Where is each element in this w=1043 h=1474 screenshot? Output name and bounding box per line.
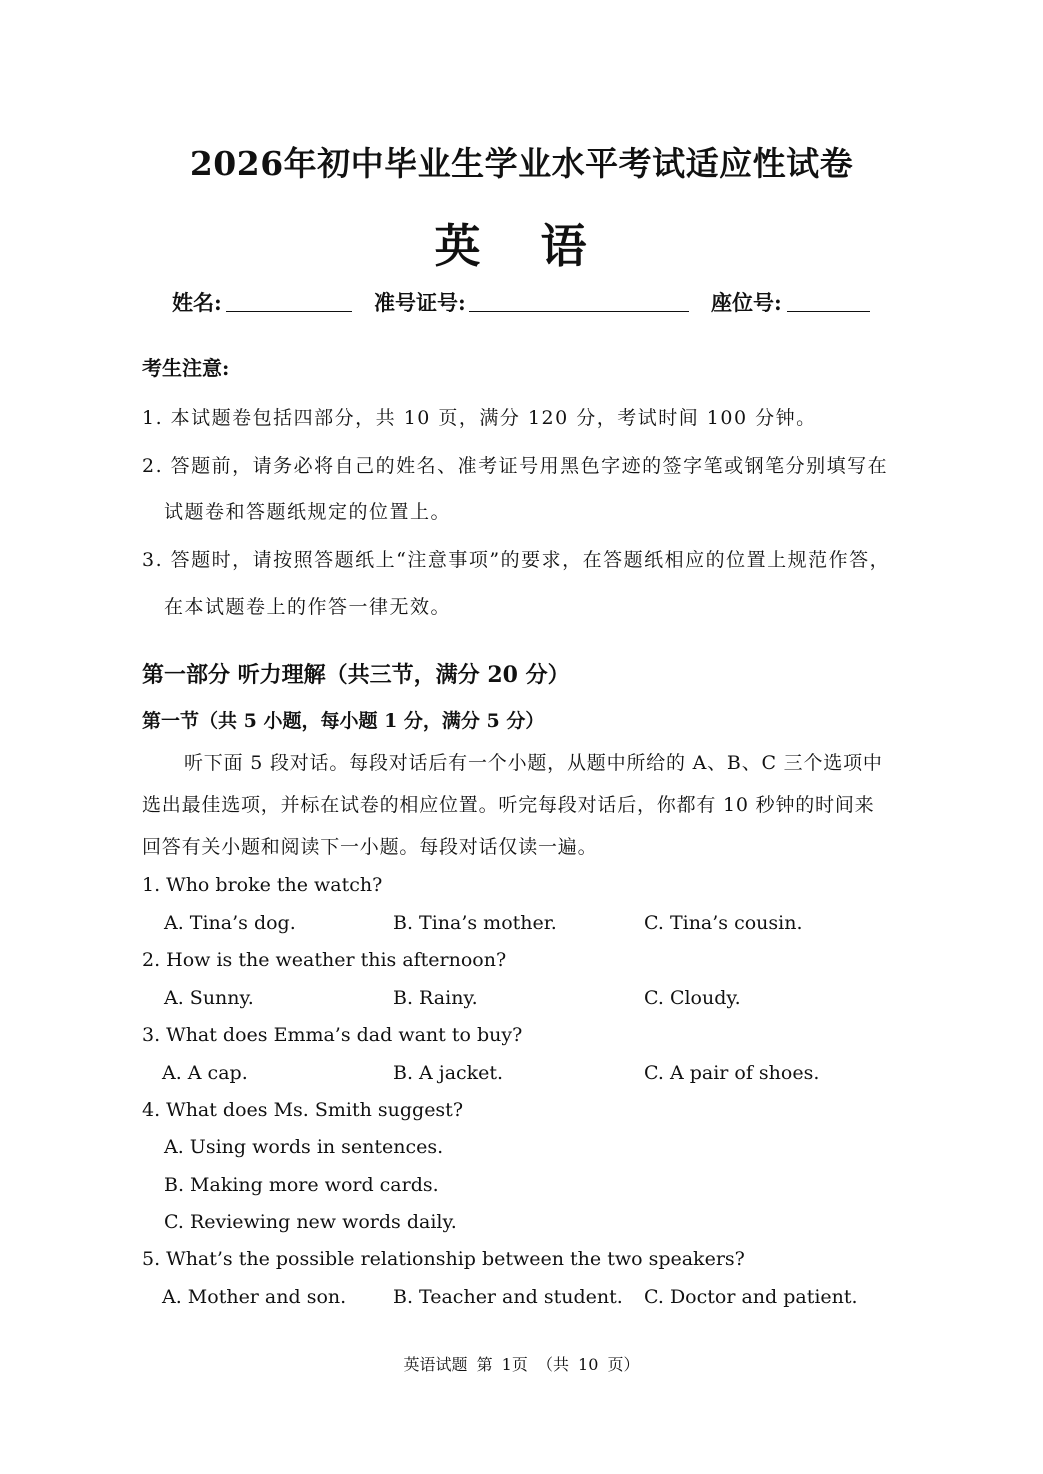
- question-3-option-b[interactable]: B. A jacket.: [393, 1062, 504, 1084]
- instructions-line-3: 回答有关小题和阅读下一小题。每段对话仅读一遍。: [142, 836, 598, 858]
- question-4-option-b[interactable]: B. Making more word cards.: [164, 1174, 439, 1196]
- question-2-option-b[interactable]: B. Rainy.: [393, 987, 478, 1009]
- question-1-option-c[interactable]: C. Tina’s cousin.: [644, 912, 803, 934]
- question-4-option-c[interactable]: C. Reviewing new words daily.: [164, 1211, 457, 1233]
- instructions-line-1: 听下面 5 段对话。每段对话后有一个小题，从题中所给的 A、B、C 三个选项中: [184, 752, 883, 774]
- question-3-option-c[interactable]: C. A pair of shoes.: [644, 1062, 820, 1084]
- question-4-option-a[interactable]: A. Using words in sentences.: [164, 1136, 444, 1158]
- exam-id-blank[interactable]: [469, 311, 689, 312]
- section1-title: 第一节（共 5 小题，每小题 1 分，满分 5 分）: [142, 710, 545, 732]
- seat-label: 座位号:: [711, 290, 782, 315]
- question-1-option-b[interactable]: B. Tina’s mother.: [393, 912, 557, 934]
- question-4: 4. What does Ms. Smith suggest?: [142, 1099, 464, 1121]
- notice-item-1: 1. 本试题卷包括四部分，共 10 页，满分 120 分，考试时间 100 分钟。: [142, 407, 817, 429]
- question-5: 5. What’s the possible relationship between the two speakers?: [142, 1248, 745, 1270]
- page-footer: 英语试题 第 1页 （共 10 页）: [403, 1355, 640, 1374]
- seat-blank[interactable]: [787, 311, 870, 312]
- question-2-option-a[interactable]: A. Sunny.: [164, 987, 254, 1009]
- question-2: 2. How is the weather this afternoon?: [142, 949, 507, 971]
- exam-title: 2026年初中毕业生学业水平考试适应性试卷: [189, 144, 854, 183]
- question-2-option-c[interactable]: C. Cloudy.: [644, 987, 741, 1009]
- instructions-line-2: 选出最佳选项，并标在试卷的相应位置。听完每段对话后，你都有 10 秒钟的时间来: [142, 794, 875, 816]
- question-3: 3. What does Emma’s dad want to buy?: [142, 1024, 523, 1046]
- subject-title: 英 语: [434, 219, 609, 273]
- question-1-option-a[interactable]: A. Tina’s dog.: [164, 912, 296, 934]
- notice-item-2: 2. 答题前，请务必将自己的姓名、准考证号用黑色字迹的签字笔或钢笔分别填写在: [142, 455, 889, 477]
- name-blank[interactable]: [226, 311, 352, 312]
- notice-item-2-cont: 试题卷和答题纸规定的位置上。: [164, 501, 452, 523]
- question-5-option-b[interactable]: B. Teacher and student.: [393, 1286, 623, 1308]
- notice-item-3: 3. 答题时，请按照答题纸上“注意事项”的要求，在答题纸相应的位置上规范作答，: [142, 549, 891, 571]
- notice-item-3-cont: 在本试题卷上的作答一律无效。: [164, 596, 452, 618]
- exam-id-label: 准号证号:: [374, 290, 466, 315]
- part1-title: 第一部分 听力理解（共三节，满分 20 分）: [142, 662, 570, 688]
- question-3-option-a[interactable]: A. A cap.: [162, 1062, 248, 1084]
- question-5-option-a[interactable]: A. Mother and son.: [162, 1286, 347, 1308]
- notice-heading: 考生注意:: [142, 356, 230, 380]
- question-5-option-c[interactable]: C. Doctor and patient.: [644, 1286, 858, 1308]
- question-1: 1. Who broke the watch?: [142, 874, 383, 896]
- name-label: 姓名:: [172, 290, 222, 315]
